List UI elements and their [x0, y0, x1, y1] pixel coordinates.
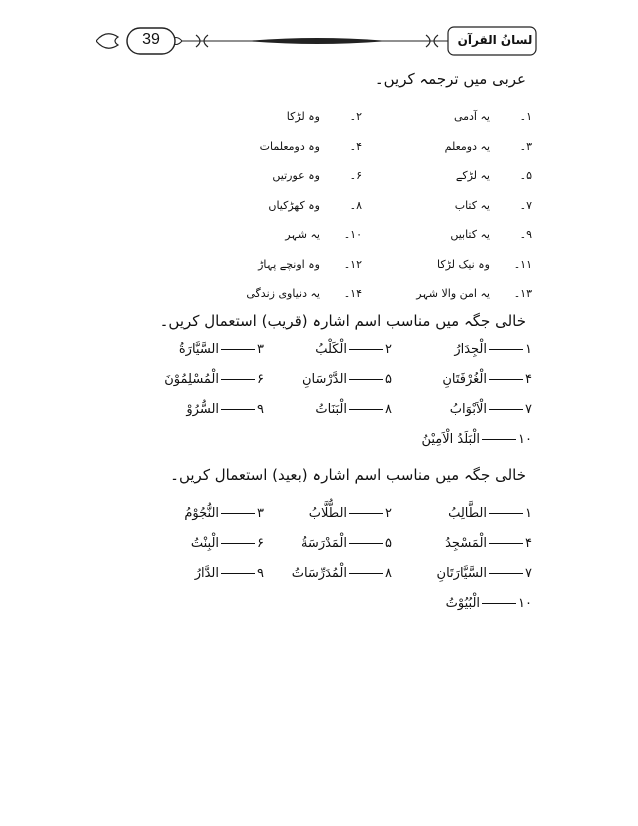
item-text: یہ آدمی — [453, 110, 490, 123]
item-text: یہ دومعلم — [444, 139, 490, 153]
item-word: الْكَلْبُ — [315, 342, 348, 357]
item-word: الدَّرْسَانِ — [301, 372, 348, 387]
answer-blank[interactable] — [482, 439, 516, 440]
answer-blank[interactable] — [349, 379, 383, 380]
item-number: ۷۔ — [519, 198, 532, 212]
blank-item — [421, 430, 532, 450]
item-number: ۸۔ — [349, 198, 362, 212]
blank-item — [442, 370, 532, 390]
item-number: ۱۰۔ — [343, 228, 362, 241]
blank-item — [179, 340, 264, 360]
item-number: ۹ — [257, 402, 264, 417]
item-text: وہ اونچے پہاڑ — [258, 257, 320, 271]
item-number: ۵ — [385, 536, 392, 551]
item-number: ۷ — [525, 566, 532, 581]
item-word: الْمُسْلِمُوْنَ — [164, 372, 220, 387]
answer-blank[interactable] — [221, 379, 255, 380]
answer-blank[interactable] — [489, 349, 523, 350]
item-word: الطَّالِبُ — [448, 506, 488, 521]
item-number: ۴۔ — [349, 139, 362, 153]
item-word: السَّيَّارَتَانِ — [436, 566, 488, 581]
item-text: یہ امن والا شہر — [416, 287, 490, 300]
blank-item — [309, 504, 392, 524]
item-text: وہ کھڑکیاں — [268, 198, 320, 212]
answer-blank[interactable] — [349, 573, 383, 574]
blank-item — [446, 594, 532, 614]
item-number: ۹ — [257, 566, 264, 581]
blank-item — [186, 400, 264, 420]
item-word: السُّرُوْ — [186, 402, 220, 417]
item-word: الْغُرْفَتَانِ — [442, 372, 488, 387]
item-number: ۲ — [385, 506, 392, 521]
blank-item — [184, 504, 264, 524]
page-number: 39 — [142, 31, 160, 48]
answer-blank[interactable] — [482, 603, 516, 604]
item-word: الْجِدَارُ — [454, 342, 488, 357]
item-word: الْبِنْتُ — [190, 536, 220, 551]
answer-blank[interactable] — [349, 349, 383, 350]
item-number: ۱۔ — [519, 110, 532, 123]
blank-item — [454, 340, 532, 360]
blank-item — [164, 370, 264, 390]
answer-blank[interactable] — [489, 543, 523, 544]
item-number: ۵۔ — [519, 169, 532, 182]
item-word: الْبَلَدُ الْاَمِيْنُ — [421, 432, 481, 447]
item-text: وہ دومعلمات — [259, 139, 320, 153]
item-word: الدَّارُ — [194, 566, 220, 581]
section-1-title: عربی میں ترجمہ کریں۔ — [374, 70, 526, 88]
item-number: ۱۰ — [518, 432, 532, 447]
item-number: ۱۱۔ — [513, 257, 532, 271]
blank-item — [302, 370, 392, 390]
item-number: ۷ — [525, 402, 532, 417]
item-number: ۸ — [385, 566, 392, 581]
answer-blank[interactable] — [489, 573, 523, 574]
item-number: ۱۲۔ — [343, 257, 362, 271]
item-number: ۴ — [525, 372, 532, 387]
blank-item — [315, 340, 392, 360]
blank-item — [315, 400, 392, 420]
answer-blank[interactable] — [349, 513, 383, 514]
item-number: ۱۴۔ — [343, 287, 362, 300]
item-number: ۹۔ — [519, 228, 532, 241]
answer-blank[interactable] — [221, 513, 255, 514]
item-word: الْمَسْجِدُ — [445, 536, 488, 551]
item-number: ۳ — [257, 506, 264, 521]
page-header — [96, 26, 538, 56]
item-number: ۸ — [385, 402, 392, 417]
item-number: ۵ — [385, 372, 392, 387]
item-number: ۱ — [525, 342, 532, 357]
item-number: ۲ — [385, 342, 392, 357]
item-text: وہ لڑکا — [286, 110, 320, 123]
item-text: یہ لڑکے — [455, 169, 490, 182]
item-word: الْبُيُوْتُ — [445, 596, 481, 611]
item-word: الْبَنَاتُ — [315, 402, 348, 417]
blank-item — [195, 564, 264, 584]
item-text: وہ نیک لڑکا — [437, 257, 490, 271]
answer-blank[interactable] — [489, 409, 523, 410]
answer-blank[interactable] — [221, 543, 255, 544]
answer-blank[interactable] — [349, 543, 383, 544]
item-number: ۶۔ — [349, 169, 362, 182]
item-word: الْمُدَرِّسَاتُ — [291, 566, 348, 581]
answer-blank[interactable] — [489, 379, 523, 380]
section-3-title: خالی جگہ میں مناسب اسم اشارہ (بعید) استعمال کریں۔ — [170, 466, 526, 484]
blank-item — [301, 534, 392, 554]
item-word: الْاَبْوَابُ — [449, 402, 488, 417]
blank-item — [448, 504, 532, 524]
item-number: ۴ — [525, 536, 532, 551]
item-number: ۶ — [257, 536, 264, 551]
blank-item — [191, 534, 264, 554]
item-text: یہ کتابیں — [450, 228, 490, 241]
item-number: ۱ — [525, 506, 532, 521]
answer-blank[interactable] — [221, 409, 255, 410]
item-number: ۳۔ — [519, 139, 532, 153]
section-2-title: خالی جگہ میں مناسب اسم اشارہ (قریب) استعمال کریں۔ — [159, 312, 526, 330]
answer-blank[interactable] — [221, 349, 255, 350]
answer-blank[interactable] — [489, 513, 523, 514]
item-text: یہ کتاب — [454, 198, 490, 212]
book-brand-title: لسانُ القرآن — [457, 33, 533, 47]
item-word: النُّجُوْمُ — [184, 506, 220, 521]
blank-item — [292, 564, 392, 584]
item-number: ۳ — [257, 342, 264, 357]
item-word: الْمَدْرَسَةُ — [300, 536, 348, 551]
item-number: ۲۔ — [349, 110, 362, 123]
item-number: ۱۳۔ — [513, 287, 532, 300]
blank-item — [445, 534, 532, 554]
item-number: ۱۰ — [518, 596, 532, 611]
item-text: یہ دنیاوی زندگی — [246, 287, 320, 300]
answer-blank[interactable] — [221, 573, 255, 574]
blank-item — [437, 564, 532, 584]
item-word: السَّيَّارَةُ — [178, 342, 220, 357]
item-text: وہ عورتیں — [272, 169, 320, 182]
item-word: الطُّلَّابُ — [308, 506, 348, 521]
blank-item — [450, 400, 532, 420]
item-number: ۶ — [257, 372, 264, 387]
answer-blank[interactable] — [349, 409, 383, 410]
item-text: یہ شہر — [285, 228, 320, 241]
